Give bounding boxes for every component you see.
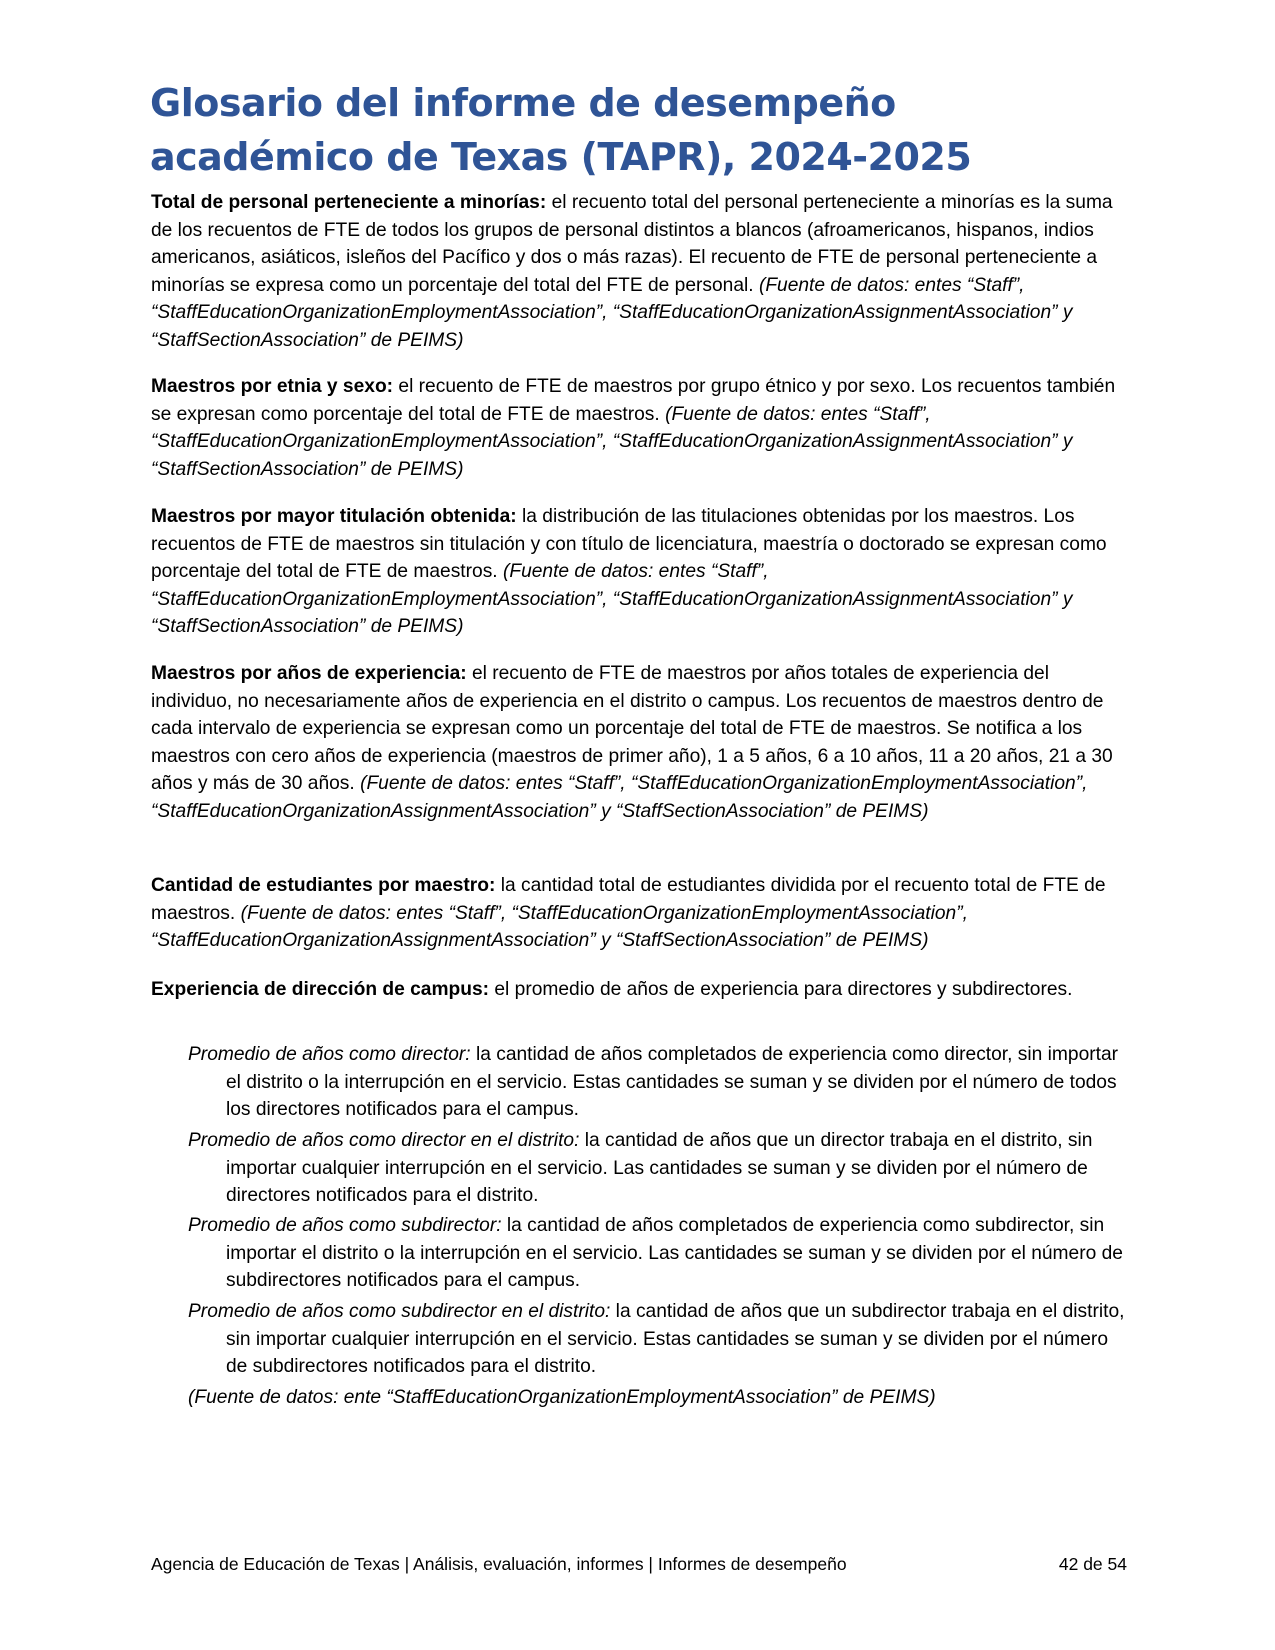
sub-entry-definition: la cantidad de años completados de experiencia como subdirector, sin importar el distrito o la interrupción en el servicio. Las cantidades se suman y se dividen por el número de subdirectores notificados para el campus. [226, 1215, 1123, 1292]
glossary-entry-campus-leadership [151, 976, 1126, 1004]
sub-entry-definition: la cantidad de años que un director trabaja en el distrito, sin importar cualquier interrupción en el servicio. Las cantidades se suman y se dividen por el número de directores notificados para el distrito. [226, 1130, 1093, 1207]
entry-term: Maestros por años de experiencia: [151, 663, 467, 684]
sub-entry-principal-years [188, 1041, 1128, 1124]
entry-definition: el promedio de años de experiencia para directores y subdirectores. [489, 979, 1073, 1000]
glossary-entry-teachers-ethnicity-sex [151, 373, 1126, 483]
entry-source: (Fuente de datos: entes “Staff”, “StaffEducationOrganizationEmploymentAssociation”, “StaffEducationOrganizationAssignmentAssociation” y “StaffSectionAssociation” de PEIMS) [151, 561, 1073, 638]
entry-definition: el recuento de FTE de maestros por años totales de experiencia del individuo, no necesariamente años de experiencia en el distrito o campus. Los recuentos de maestros dentro de cada intervalo de experiencia se expresan como un porcentaje del total de FTE de maestros. Se notifica a los maestros con cero años de experiencia (maestros de primer año), 1 a 5 años, 6 a 10 años, 11 a 20 años, 21 a 30 años y más de 30 años. [151, 663, 1113, 795]
entry-definition: la distribución de las titulaciones obtenidas por los maestros. Los recuentos de FTE de maestros sin titulación y con título de licenciatura, maestría o doctorado se expresan como porcentaje del total de FTE de maestros. [151, 506, 1107, 583]
sub-entry-assistant-principal-years-district [188, 1298, 1128, 1381]
entry-term: Maestros por mayor titulación obtenida: [151, 506, 517, 527]
sub-entry-term: Promedio de años como subdirector en el distrito: [188, 1301, 611, 1322]
entry-term: Total de personal perteneciente a minorías: [151, 192, 547, 213]
entry-definition: el recuento de FTE de maestros por grupo étnico y por sexo. Los recuentos también se expresan como porcentaje del total de FTE de maestros. [151, 376, 1116, 425]
entry-source: (Fuente de datos: entes “Staff”, “StaffEducationOrganizationEmploymentAssociation”, “StaffEducationOrganizationAssignmentAssociation” y “StaffSectionAssociation” de PEIMS) [151, 773, 1088, 822]
entry-source: (Fuente de datos: entes “Staff”, “StaffEducationOrganizationEmploymentAssociation”, “StaffEducationOrganizationAssignmentAssociation” y “StaffSectionAssociation” de PEIMS) [151, 902, 968, 952]
entry-source: (Fuente de datos: entes “Staff”, “StaffEducationOrganizationEmploymentAssociation”, “StaffEducationOrganizationAssignmentAssociation” y “StaffSectionAssociation” de PEIMS) [151, 403, 1073, 480]
glossary-entry-minority-staff [151, 189, 1126, 355]
sub-entry-definition: la cantidad de años que un subdirector trabaja en el distrito, sin importar cualquier interrupción en el servicio. Estas cantidades se suman y se dividen por el número de subdirectores notificados para el distrito. [226, 1301, 1125, 1378]
sub-entry-principal-years-district [188, 1127, 1128, 1210]
sub-entry-term: Promedio de años como director: [188, 1044, 471, 1065]
glossary-entry-students-per-teacher [151, 872, 1126, 955]
sub-entry-assistant-principal-years [188, 1212, 1128, 1295]
glossary-entry-teachers-degree [151, 503, 1126, 641]
footer-agency-text: Agencia de Educación de Texas | Análisis, evaluación, informes | Informes de desempeño [151, 1554, 847, 1574]
page-title: Glosario del informe de desempeño académico de Texas (TAPR), 2024-2025 [150, 81, 972, 179]
entry-definition: el recuento total del personal perteneciente a minorías es la suma de los recuentos de FTE de todos los grupos de personal distintos a blancos (afroamericanos, hispanos, indios americanos, asiáticos, isleños del Pacífico y dos o más razas). El recuento de FTE de personal perteneciente a minorías se expresa como un porcentaje del total del FTE de personal. [151, 192, 1113, 296]
page-footer [151, 1552, 1127, 1576]
entry-definition: la cantidad total de estudiantes dividida por el recuento total de FTE de maestros. [151, 875, 1106, 924]
glossary-entry-teachers-experience [151, 660, 1126, 826]
entry-source: (Fuente de datos: entes “Staff”, “StaffEducationOrganizationEmploymentAssociation”, “StaffEducationOrganizationAssignmentAssociation” y “StaffSectionAssociation” de PEIMS) [151, 274, 1073, 351]
sub-entry-definition: la cantidad de años completados de experiencia como director, sin importar el distrito o la interrupción en el servicio. Estas cantidades se suman y se dividen por el número de todos los directores notificados para el campus. [226, 1044, 1119, 1121]
sub-entry-term: Promedio de años como director en el distrito: [188, 1130, 580, 1151]
entry-term: Cantidad de estudiantes por maestro: [151, 875, 496, 896]
entry-term: Maestros por etnia y sexo: [151, 376, 394, 397]
sub-entries-source: (Fuente de datos: ente “StaffEducationOrganizationEmploymentAssociation” de PEIMS) [188, 1387, 936, 1408]
page-number: 42 de 54 [1058, 1554, 1127, 1574]
sub-entry-term: Promedio de años como subdirector: [188, 1215, 502, 1236]
entry-term: Experiencia de dirección de campus: [151, 979, 490, 1000]
